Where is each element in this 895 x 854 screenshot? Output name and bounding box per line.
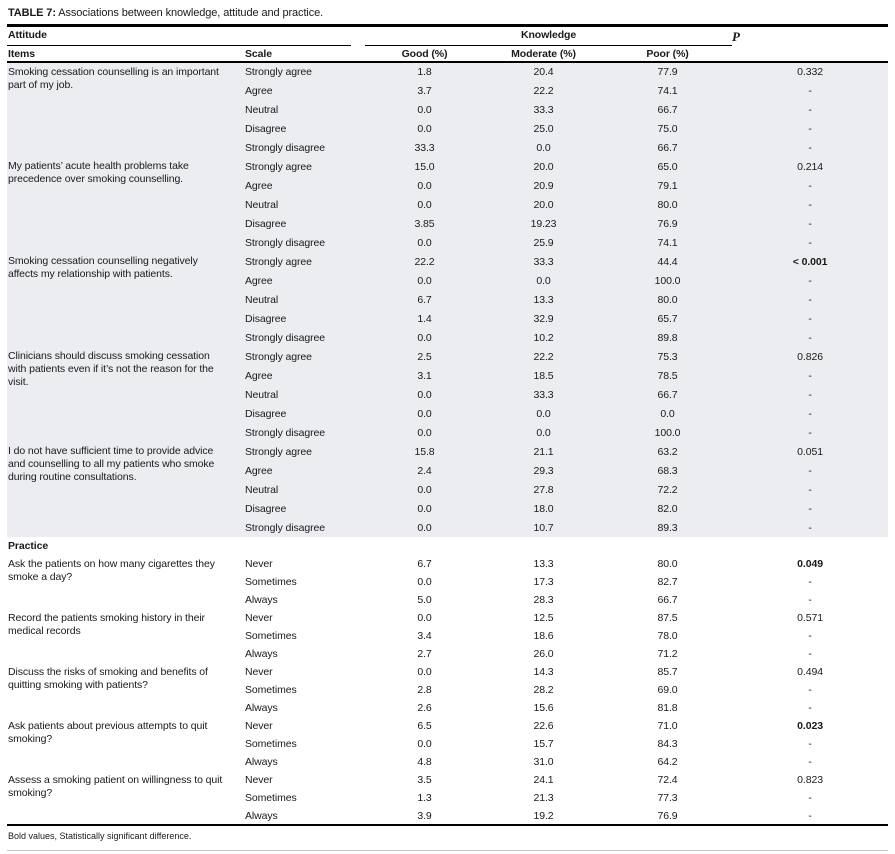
poor-value-cell: 80.0 — [657, 558, 678, 570]
item-cell: Ask the patients on how many cigarettes they smoke a day? — [8, 558, 215, 583]
good-value-cell: 1.3 — [417, 792, 432, 804]
good-value-cell: 1.8 — [365, 62, 484, 81]
moderate-value-cell: 33.3 — [484, 100, 603, 119]
p-value-cell: - — [732, 404, 888, 423]
scale-cell: Agree — [237, 176, 365, 195]
moderate-value-cell: 0.0 — [484, 423, 603, 442]
good-value-cell: 4.8 — [417, 756, 432, 768]
poor-value-cell: 66.7 — [603, 100, 732, 119]
scale-column-header: Scale — [237, 46, 365, 62]
poor-value-cell: 79.1 — [603, 176, 732, 195]
section-heading-row — [7, 537, 888, 555]
moderate-value-cell: 18.5 — [484, 366, 603, 385]
poor-value-cell: 76.9 — [603, 214, 732, 233]
p-value-cell: - — [732, 271, 888, 290]
moderate-value-cell: 0.0 — [484, 271, 603, 290]
table-row — [7, 555, 888, 573]
p-value-cell: - — [732, 461, 888, 480]
good-value-cell: 0.0 — [365, 233, 484, 252]
moderate-value-cell: 25.9 — [484, 233, 603, 252]
table-row — [7, 663, 888, 681]
items-column-header: Items — [7, 46, 237, 62]
scale-cell: Agree — [237, 461, 365, 480]
good-value-cell: 0.0 — [365, 518, 484, 537]
moderate-value-cell: 15.7 — [533, 738, 554, 750]
scale-cell: Strongly agree — [237, 62, 365, 81]
poor-value-cell: 44.4 — [603, 252, 732, 271]
moderate-value-cell: 28.2 — [533, 684, 554, 696]
scale-cell: Agree — [237, 81, 365, 100]
poor-value-cell: 71.0 — [657, 720, 678, 732]
poor-value-cell: 82.0 — [603, 499, 732, 518]
moderate-value-cell: 17.3 — [533, 576, 554, 588]
p-value-cell: 0.823 — [797, 774, 823, 786]
good-value-cell: 0.0 — [365, 499, 484, 518]
good-value-cell: 3.4 — [417, 630, 432, 642]
table-body — [7, 62, 888, 825]
poor-value-cell: 74.1 — [603, 233, 732, 252]
p-value-cell: - — [808, 738, 812, 750]
moderate-value-cell: 26.0 — [533, 648, 554, 660]
moderate-value-cell: 22.2 — [484, 347, 603, 366]
scale-cell: Agree — [237, 366, 365, 385]
poor-value-cell: 66.7 — [603, 385, 732, 404]
poor-value-cell: 69.0 — [657, 684, 678, 696]
p-value-cell: 0.049 — [797, 558, 823, 570]
p-value-cell: - — [732, 214, 888, 233]
good-value-cell: 3.1 — [365, 366, 484, 385]
poor-value-cell: 78.0 — [657, 630, 678, 642]
scale-cell: Strongly disagree — [237, 233, 365, 252]
p-value-cell: - — [808, 792, 812, 804]
moderate-value-cell: 20.0 — [484, 195, 603, 214]
scale-cell: Neutral — [237, 100, 365, 119]
good-value-cell: 2.4 — [365, 461, 484, 480]
attitude-group-header — [7, 26, 365, 47]
poor-column-header: Poor (%) — [603, 46, 732, 62]
poor-value-cell: 89.8 — [603, 328, 732, 347]
moderate-value-cell: 22.2 — [484, 81, 603, 100]
moderate-value-cell: 28.3 — [533, 594, 554, 606]
good-value-cell: 3.85 — [365, 214, 484, 233]
poor-value-cell: 82.7 — [657, 576, 678, 588]
poor-value-cell: 76.9 — [657, 809, 678, 822]
poor-value-cell: 80.0 — [603, 290, 732, 309]
good-value-cell: 2.5 — [365, 347, 484, 366]
p-column-header — [732, 26, 888, 47]
good-value-cell: 3.9 — [417, 809, 432, 822]
poor-value-cell: 80.0 — [603, 195, 732, 214]
table-title — [7, 4, 888, 24]
poor-value-cell: 75.3 — [603, 347, 732, 366]
scale-cell: Disagree — [237, 499, 365, 518]
scale-cell: Neutral — [237, 195, 365, 214]
poor-value-cell: 64.2 — [657, 756, 678, 768]
poor-value-cell: 66.7 — [603, 138, 732, 157]
poor-value-cell: 77.3 — [657, 792, 678, 804]
scale-cell: Neutral — [237, 290, 365, 309]
p-value-cell: - — [732, 480, 888, 499]
moderate-value-cell: 20.9 — [484, 176, 603, 195]
p-value-cell: - — [808, 684, 812, 696]
p-value-cell: 0.332 — [732, 62, 888, 81]
moderate-value-cell: 10.2 — [484, 328, 603, 347]
scale-cell: Always — [245, 809, 278, 822]
poor-value-cell: 68.3 — [603, 461, 732, 480]
p-value-cell: - — [732, 81, 888, 100]
p-value-cell: - — [732, 176, 888, 195]
good-value-cell: 0.0 — [365, 328, 484, 347]
good-value-cell: 0.0 — [417, 738, 432, 750]
scale-cell: Never — [245, 666, 273, 678]
moderate-value-cell: 32.9 — [484, 309, 603, 328]
scale-cell: Disagree — [237, 214, 365, 233]
scale-cell: Strongly disagree — [237, 328, 365, 347]
scale-cell: Strongly agree — [237, 347, 365, 366]
scale-cell: Never — [245, 720, 273, 732]
p-value-cell: - — [732, 233, 888, 252]
p-value-cell: - — [732, 119, 888, 138]
poor-value-cell: 84.3 — [657, 738, 678, 750]
poor-value-cell: 66.7 — [657, 594, 678, 606]
p-value-cell: - — [732, 518, 888, 537]
table-row — [7, 347, 888, 366]
moderate-value-cell: 0.0 — [484, 404, 603, 423]
good-value-cell: 22.2 — [365, 252, 484, 271]
p-value-cell: - — [732, 195, 888, 214]
p-value-cell: 0.214 — [732, 157, 888, 176]
moderate-value-cell: 19.2 — [533, 809, 554, 822]
good-column-header: Good (%) — [365, 46, 484, 62]
associations-table — [7, 24, 888, 826]
good-value-cell: 0.0 — [365, 271, 484, 290]
scale-cell: Agree — [237, 271, 365, 290]
scale-cell: Strongly disagree — [237, 138, 365, 157]
p-column-header-spacer — [732, 46, 888, 62]
moderate-column-header: Moderate (%) — [484, 46, 603, 62]
scale-cell: Sometimes — [245, 684, 297, 696]
section-heading: Practice — [8, 540, 49, 552]
p-value-cell: - — [732, 328, 888, 347]
p-value-cell: - — [808, 702, 812, 714]
p-column-label: P — [732, 28, 740, 44]
good-value-cell: 0.0 — [417, 576, 432, 588]
good-value-cell: 0.0 — [365, 119, 484, 138]
scale-cell: Sometimes — [245, 738, 297, 750]
knowledge-group-header — [365, 26, 732, 47]
poor-value-cell: 65.0 — [603, 157, 732, 176]
scale-cell: Always — [245, 594, 278, 606]
moderate-value-cell: 27.8 — [484, 480, 603, 499]
p-value-cell: - — [732, 100, 888, 119]
good-value-cell: 0.0 — [417, 612, 432, 624]
good-value-cell: 0.0 — [365, 100, 484, 119]
good-value-cell: 1.4 — [365, 309, 484, 328]
good-value-cell: 33.3 — [365, 138, 484, 157]
moderate-value-cell: 20.4 — [484, 62, 603, 81]
scale-cell: Neutral — [237, 385, 365, 404]
p-value-cell: - — [808, 630, 812, 642]
scale-cell: Never — [245, 774, 273, 786]
p-value-cell: - — [808, 648, 812, 660]
moderate-value-cell: 18.6 — [533, 630, 554, 642]
moderate-value-cell: 20.0 — [484, 157, 603, 176]
moderate-value-cell: 33.3 — [484, 252, 603, 271]
table-row — [7, 717, 888, 735]
item-cell: Assess a smoking patient on willingness to quit smoking? — [8, 774, 223, 799]
p-value-cell: - — [808, 576, 812, 588]
attitude-group-label: Attitude — [7, 27, 351, 46]
table-row — [7, 62, 888, 81]
moderate-value-cell: 15.6 — [533, 702, 554, 714]
poor-value-cell: 85.7 — [657, 666, 678, 678]
table-row — [7, 442, 888, 461]
poor-value-cell: 0.0 — [603, 404, 732, 423]
scale-cell: Neutral — [237, 480, 365, 499]
table-row — [7, 157, 888, 176]
good-value-cell: 5.0 — [417, 594, 432, 606]
scale-cell: Strongly agree — [237, 157, 365, 176]
good-value-cell: 3.5 — [417, 774, 432, 786]
scale-cell: Strongly agree — [237, 252, 365, 271]
scale-cell: Always — [245, 648, 278, 660]
good-value-cell: 2.6 — [417, 702, 432, 714]
table-title-text: Associations between knowledge, attitude and practice. — [55, 7, 324, 19]
column-header-row — [7, 46, 888, 62]
p-value-cell: - — [732, 309, 888, 328]
moderate-value-cell: 33.3 — [484, 385, 603, 404]
scale-cell: Never — [245, 558, 273, 570]
p-value-cell: - — [732, 290, 888, 309]
item-cell: Smoking cessation counselling negatively affects my relationship with patients. — [7, 252, 237, 347]
bottom-divider — [7, 850, 888, 851]
moderate-value-cell: 21.1 — [484, 442, 603, 461]
p-value-cell: - — [808, 756, 812, 768]
p-value-cell: 0.023 — [797, 720, 823, 732]
item-cell: Smoking cessation counselling is an important part of my job. — [7, 62, 237, 157]
poor-value-cell: 72.4 — [657, 774, 678, 786]
p-value-cell: 0.051 — [732, 442, 888, 461]
p-value-cell: - — [732, 138, 888, 157]
table-row — [7, 252, 888, 271]
good-value-cell: 6.7 — [365, 290, 484, 309]
p-value-cell: - — [732, 423, 888, 442]
scale-cell: Strongly disagree — [237, 423, 365, 442]
good-value-cell: 0.0 — [365, 176, 484, 195]
table-number-label: TABLE 7: — [8, 7, 56, 19]
footnote: Bold values, Statistically significant difference. — [8, 831, 192, 841]
good-value-cell: 0.0 — [365, 195, 484, 214]
poor-value-cell: 75.0 — [603, 119, 732, 138]
poor-value-cell: 77.9 — [603, 62, 732, 81]
good-value-cell: 0.0 — [365, 404, 484, 423]
moderate-value-cell: 10.7 — [484, 518, 603, 537]
poor-value-cell: 87.5 — [657, 612, 678, 624]
moderate-value-cell: 18.0 — [484, 499, 603, 518]
moderate-value-cell: 13.3 — [484, 290, 603, 309]
p-value-cell: - — [732, 366, 888, 385]
item-cell: Record the patients smoking history in their medical records — [8, 612, 205, 637]
moderate-value-cell: 31.0 — [533, 756, 554, 768]
moderate-value-cell: 22.6 — [533, 720, 554, 732]
good-value-cell: 3.7 — [365, 81, 484, 100]
item-cell: Clinicians should discuss smoking cessation with patients even if it’s not the reason for the visit. — [7, 347, 237, 442]
scale-cell: Sometimes — [245, 630, 297, 642]
table-row — [7, 609, 888, 627]
item-cell: I do not have sufficient time to provide advice and counselling to all my patients who smoke during routine consultations. — [7, 442, 237, 537]
table-header — [7, 26, 888, 63]
moderate-value-cell: 25.0 — [484, 119, 603, 138]
p-value-cell: - — [732, 499, 888, 518]
p-value-cell: - — [808, 809, 812, 822]
item-cell: Discuss the risks of smoking and benefits of quitting smoking with patients? — [8, 666, 208, 691]
good-value-cell: 0.0 — [365, 423, 484, 442]
scale-cell: Disagree — [237, 404, 365, 423]
table-row — [7, 771, 888, 789]
p-value-cell: - — [732, 385, 888, 404]
poor-value-cell: 72.2 — [603, 480, 732, 499]
good-value-cell: 0.0 — [365, 385, 484, 404]
scale-cell: Sometimes — [245, 792, 297, 804]
item-cell: My patients’ acute health problems take precedence over smoking counselling. — [7, 157, 237, 252]
poor-value-cell: 71.2 — [657, 648, 678, 660]
moderate-value-cell: 0.0 — [484, 138, 603, 157]
scale-cell: Never — [245, 612, 273, 624]
scale-cell: Disagree — [237, 309, 365, 328]
scale-cell: Always — [245, 756, 278, 768]
good-value-cell: 0.0 — [417, 666, 432, 678]
good-value-cell: 6.7 — [417, 558, 432, 570]
good-value-cell: 0.0 — [365, 480, 484, 499]
poor-value-cell: 78.5 — [603, 366, 732, 385]
moderate-value-cell: 19.23 — [484, 214, 603, 233]
good-value-cell: 2.8 — [417, 684, 432, 696]
p-value-cell: < 0.001 — [732, 252, 888, 271]
moderate-value-cell: 29.3 — [484, 461, 603, 480]
moderate-value-cell: 12.5 — [533, 612, 554, 624]
scale-cell: Strongly disagree — [237, 518, 365, 537]
poor-value-cell: 100.0 — [603, 271, 732, 290]
scale-cell: Strongly agree — [237, 442, 365, 461]
good-value-cell: 6.5 — [417, 720, 432, 732]
item-cell: Ask patients about previous attempts to quit smoking? — [8, 720, 208, 745]
scale-cell: Sometimes — [245, 576, 297, 588]
poor-value-cell: 89.3 — [603, 518, 732, 537]
poor-value-cell: 65.7 — [603, 309, 732, 328]
poor-value-cell: 81.8 — [657, 702, 678, 714]
moderate-value-cell: 21.3 — [533, 792, 554, 804]
moderate-value-cell: 24.1 — [533, 774, 554, 786]
good-value-cell: 15.0 — [365, 157, 484, 176]
moderate-value-cell: 13.3 — [533, 558, 554, 570]
good-value-cell: 15.8 — [365, 442, 484, 461]
poor-value-cell: 63.2 — [603, 442, 732, 461]
scale-cell: Always — [245, 702, 278, 714]
group-header-row — [7, 26, 888, 47]
good-value-cell: 2.7 — [417, 648, 432, 660]
poor-value-cell: 100.0 — [603, 423, 732, 442]
p-value-cell: 0.571 — [797, 612, 823, 624]
p-value-cell: 0.494 — [797, 666, 823, 678]
p-value-cell: - — [808, 594, 812, 606]
poor-value-cell: 74.1 — [603, 81, 732, 100]
knowledge-group-label: Knowledge — [365, 27, 732, 46]
p-value-cell: 0.826 — [732, 347, 888, 366]
scale-cell: Disagree — [237, 119, 365, 138]
moderate-value-cell: 14.3 — [533, 666, 554, 678]
